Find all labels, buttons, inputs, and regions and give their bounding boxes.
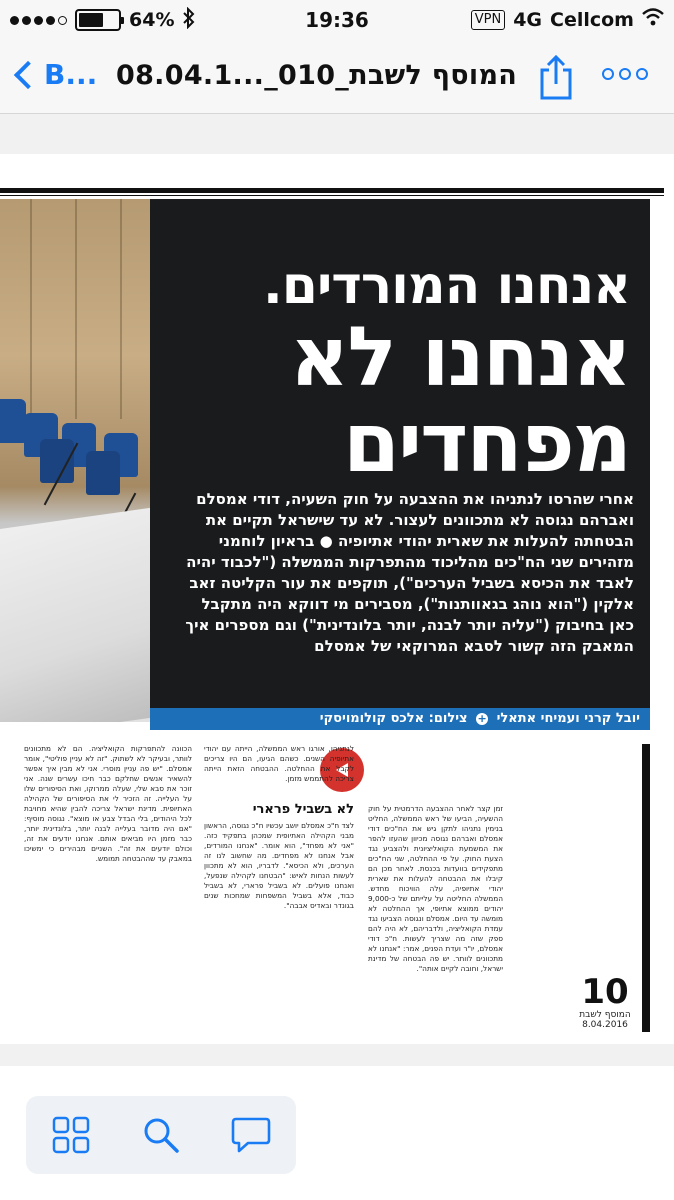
author-credit: יובל קרני ועמיחי אתאלי <box>496 711 640 726</box>
plus-icon: + <box>477 711 487 725</box>
back-label: B... <box>44 58 98 91</box>
nav-bar <box>0 40 674 114</box>
status-bar <box>0 0 674 40</box>
share-icon <box>537 54 575 100</box>
article-column-2 <box>204 744 354 1024</box>
status-right <box>471 8 664 31</box>
page-number-block <box>572 974 638 1030</box>
carrier-name: Cellcom <box>550 8 634 31</box>
column-2-top-text: לנתניהו, אורגו ראש הממשלה, הייתה עם יהודי אתיופיה השנים. כשהם הגיעו, הם היו צריכים לקבל את ההחלטה. ההבטחה הזאת הייתה צריכה להתממש מזמן. <box>204 744 354 783</box>
article-lede: אחרי שהרסו לנתניהו את ההצבעה על חוק השעיה, דודי אמסלם ואברהם נגוסה לא מתכוונים לעצור. לא עד שישראל תקיים את הבטחתה להעלות את שארית יהודי אתיופיה ● בראיון לוחמני מזהירים שני הח"כים מהליכוד מהתפרקות הממשלה ("לכבוד יהיה לאבד את הכיסא בשביל הערכים"), תוקפים את עור הקליטה זאב אלקין ("הוא נוהג בגאוותנות"), מסבירים מי דווקא היה מתקבל כאן בחיבוק ("עליה יותר לבנה, יותר בלונדינית") וגם מספרים איך המאבק הזה קשור לסבא המרוקאי של אמסלם <box>185 490 634 655</box>
search-icon <box>141 1115 181 1155</box>
comment-icon <box>230 1115 272 1155</box>
comment-button[interactable] <box>229 1113 273 1157</box>
vpn-badge: VPN <box>471 10 505 30</box>
headline <box>160 256 630 491</box>
subheading: לא בשביל פרארי <box>252 802 354 817</box>
page-section: המוסף לשבת <box>579 1010 631 1020</box>
photo-credit: צילום: אלכס קולומויסקי <box>319 711 468 726</box>
top-rule <box>0 188 664 193</box>
headline-box <box>150 199 650 708</box>
thumbnails-grid-icon <box>51 1115 91 1155</box>
newspaper-page <box>0 154 674 1044</box>
article-column-3 <box>24 744 192 1024</box>
top-rule-thin <box>0 195 664 196</box>
thumbnails-button[interactable] <box>49 1113 93 1157</box>
headline-line-1: אנחנו המורדים. <box>262 256 630 316</box>
column-1-text: זמן קצר לאחר ההצבעה הדרמטית על חוק ההשעיה, הביעו של ראש הממשלה, החליט בנימין נתניהו לתקן גיש את הח"כים דודי אמסלם ואברהם נגוסה מכיוון שהעזו להפר את המשמעת הקואליציונית ולהצביע נגד הצעת החוק. על פי ההחלטה, שני הח"כים מתפקידים בוועדות בכנסת. לאחר מכן הם קיבלו את ההבטחה להעלות את שארית יהודי אתיופיה, עלה הוויכוח מחדש. הממשלה החליטה על עלייתם של כ-9,000 יהודים ממוצא אתיופי, אך ההחלטה לא מומשה עד היום. אמסלם ונגוסה הצביעו נגד עמדת הקואליציה, ולדבריהם, לא היה להם ספק שזה מה שצריך לעשות. ח"כ דודי אמסלם, יו"ר ועדת הפנים, אמר: "אנחנו לא מתכוונים לוותר. יש פה הבטחה של מדינת ישראל, וחובה לקיים אותה". <box>368 804 503 973</box>
headline-line-2: אנחנו לא <box>289 310 630 405</box>
network-type: 4G <box>513 8 543 31</box>
toolbar-group <box>26 1096 296 1174</box>
page-number: 10 <box>581 972 629 1012</box>
battery-percent: 64% <box>129 9 175 31</box>
article-column-1 <box>368 744 503 1024</box>
document-viewer[interactable] <box>0 114 674 1066</box>
headline-line-3: מפחדים <box>342 396 630 491</box>
column-3-text: הכוונה להתפרקות הקואליציה. הם לא מתכוונים לוותר, ובעיקר לא לשתוק. "זה לא עניין פוליטי", אומר אמסלם. "יש פה עניין מוסרי. אני לא מבין איך אפשר להשאיר אנשים שחלקם כבר חיכו עשרים שנה. אני זוכר את סבא שלי, שעלה ממרוקו, ואת הסיפורים שלו על העלייה. זה הזכיר לי את הסיפורים של הקהילה האתיופית. מדינת ישראל צריכה להבין שהיא מחויבת לכל היהודים, בלי הבדל צבע או מוצא". נגוסה מוסיף: "אם היה מדובר בעלייה לבנה יותר, בלונדינית יותר, כבר מזמן היו מביאים אותם. אנחנו יודעים את זה, וכולם יודעים את זה". השניים מבהירים כי ימשיכו במאבק עד שההבטחה תמומש. <box>24 744 192 863</box>
column-rule <box>642 744 650 1032</box>
bottom-toolbar <box>0 1066 674 1200</box>
chevron-left-icon <box>14 60 42 88</box>
share-button[interactable] <box>537 54 575 100</box>
page-date: 8.04.2016 <box>582 1020 628 1030</box>
document-title: 08.04.1..._המוסף לשבת_010 <box>116 60 518 91</box>
column-2-text: לצד ח"כ אמסלם יושב עכשיו ח"כ נגוסה, הראשון מבני הקהילה האתיופית שמכהן בתפקיד כזה. "אני לא מפחד", הוא אומר. "אנחנו המורדים, אבל אנחנו לא מפחדים. מה שחשוב לנו זה הערכים, ולא הכיסא". לדבריו, הוא לא מתכוון לעשות הנחות לאיש: "הבטחנו לקהילה שנפעל, ואנחנו פועלים. לא בשביל פרארי, לא בשביל כבוד, אלא בשביל המשפחות שמחכות שנים בגונדר ובאדיס אבבה". <box>204 821 354 910</box>
more-icon <box>602 68 614 80</box>
back-button[interactable] <box>12 58 97 91</box>
byline-bar <box>150 708 650 730</box>
article-photo <box>0 199 150 722</box>
more-options-button[interactable] <box>602 68 648 80</box>
search-button[interactable] <box>139 1113 183 1157</box>
clock: 19:36 <box>305 8 369 32</box>
wifi-icon <box>642 8 664 31</box>
